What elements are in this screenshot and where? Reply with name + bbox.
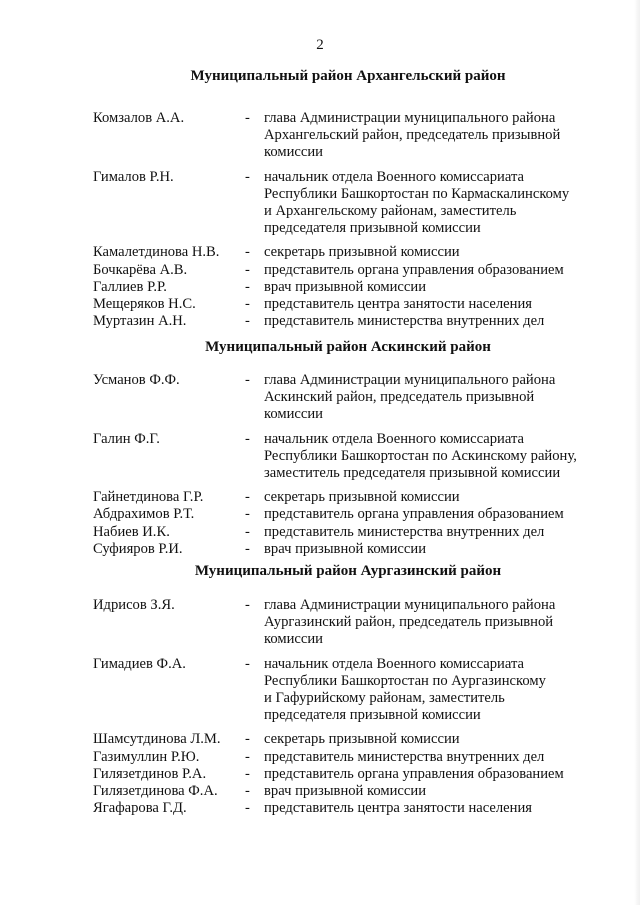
member-dash: - <box>245 523 250 540</box>
member-role-line: комиссии <box>264 144 323 161</box>
member-name: Мещеряков Н.С. <box>93 296 196 313</box>
row-spacer <box>93 162 613 169</box>
member-role-line: заместитель председателя призывной комиссии <box>264 465 561 482</box>
member-role <box>264 110 613 162</box>
member-dash: - <box>245 110 250 126</box>
member-row <box>93 783 613 800</box>
member-dash: - <box>245 765 250 782</box>
member-role-line: секретарь призывной комиссии <box>264 731 460 748</box>
member-row <box>93 169 613 238</box>
member-role-line: комиссии <box>264 631 323 648</box>
member-role-line: глава Администрации муниципального района <box>264 110 556 126</box>
member-row <box>93 489 613 506</box>
member-name: Гимадиев Ф.А. <box>93 655 186 672</box>
member-role <box>264 731 613 748</box>
member-role <box>264 656 613 725</box>
member-role-line: начальник отдела Военного комиссариата <box>264 168 524 185</box>
member-dash: - <box>245 296 250 313</box>
member-role-line: представитель центра занятости населения <box>264 800 532 817</box>
member-row <box>93 110 613 162</box>
member-dash: - <box>245 655 250 672</box>
member-dash: - <box>245 597 250 613</box>
member-role-line: секретарь призывной комиссии <box>264 244 460 261</box>
member-role <box>264 489 613 506</box>
member-dash: - <box>245 244 250 261</box>
member-role-line: глава Администрации муниципального района <box>264 597 556 613</box>
member-role-line: и Архангельскому районам, заместитель <box>264 203 517 220</box>
member-role-line: Республики Башкортостан по Аургазинскому <box>264 672 546 689</box>
member-row <box>93 800 613 817</box>
member-role-line: врач призывной комиссии <box>264 540 426 557</box>
member-role-line: председателя призывной комиссии <box>264 707 481 724</box>
member-dash: - <box>245 800 250 817</box>
member-name: Усманов Ф.Ф. <box>93 372 180 388</box>
member-row <box>93 524 613 541</box>
section-title-askinsky: Муниципальный район Аскинский район <box>205 339 491 355</box>
member-role <box>264 279 613 296</box>
page-edge-shadow <box>634 0 640 905</box>
member-name: Галлиев Р.Р. <box>93 278 167 295</box>
member-row <box>93 766 613 783</box>
member-role <box>264 506 613 523</box>
member-role-line: представитель министерства внутренних дел <box>264 748 545 765</box>
member-role-line: председателя призывной комиссии <box>264 220 481 237</box>
member-role <box>264 244 613 261</box>
row-spacer <box>93 424 613 431</box>
member-role-line: представитель органа управления образованием <box>264 261 564 278</box>
member-row <box>93 731 613 748</box>
member-name: Ягафарова Г.Д. <box>93 800 187 817</box>
member-name: Муртазин А.Н. <box>93 313 187 330</box>
member-dash: - <box>245 313 250 330</box>
member-role <box>264 783 613 800</box>
member-role-line: представитель органа управления образованием <box>264 765 564 782</box>
member-name: Гималов Р.Н. <box>93 168 174 185</box>
member-role-line: представитель центра занятости населения <box>264 296 532 313</box>
member-row <box>93 541 613 558</box>
member-row <box>93 656 613 725</box>
member-role <box>264 766 613 783</box>
member-row <box>93 597 613 649</box>
member-name: Гилязетдинова Ф.А. <box>93 783 218 800</box>
member-dash: - <box>245 783 250 800</box>
member-role-line: Архангельский район, председатель призывной <box>264 127 561 144</box>
member-name: Шамсутдинова Л.М. <box>93 731 221 748</box>
member-dash: - <box>245 540 250 557</box>
member-row <box>93 313 613 330</box>
member-role <box>264 541 613 558</box>
member-dash: - <box>245 489 250 506</box>
section-title-arkhangelsky: Муниципальный район Архангельский район <box>190 68 506 84</box>
member-row <box>93 749 613 766</box>
member-name: Набиев И.К. <box>93 523 170 540</box>
member-dash: - <box>245 168 250 185</box>
member-row <box>93 262 613 279</box>
member-dash: - <box>245 430 250 447</box>
member-role <box>264 296 613 313</box>
member-role-line: представитель органа управления образованием <box>264 506 564 523</box>
members-list-arkhangelsky <box>93 110 613 330</box>
members-list-aurgazinsky <box>93 597 613 817</box>
member-role-line: глава Администрации муниципального района <box>264 372 556 388</box>
member-role-line: секретарь призывной комиссии <box>264 489 460 506</box>
member-row <box>93 244 613 261</box>
section-title-aurgazinsky: Муниципальный район Аургазинский район <box>194 563 502 579</box>
member-dash: - <box>245 278 250 295</box>
member-dash: - <box>245 731 250 748</box>
member-role-line: комиссии <box>264 406 323 423</box>
members-list-askinsky <box>93 372 613 558</box>
member-role <box>264 169 613 238</box>
member-role <box>264 524 613 541</box>
member-role-line: Аскинский район, председатель призывной <box>264 389 535 406</box>
member-dash: - <box>245 506 250 523</box>
member-role-line: врач призывной комиссии <box>264 783 426 800</box>
member-name: Идрисов З.Я. <box>93 597 175 613</box>
member-role-line: врач призывной комиссии <box>264 278 426 295</box>
member-role <box>264 372 613 424</box>
member-role-line: Аургазинский район, председатель призывной <box>264 614 554 631</box>
member-name: Камалетдинова Н.В. <box>93 244 220 261</box>
row-spacer <box>93 649 613 656</box>
member-role <box>264 262 613 279</box>
member-name: Гилязетдинов Р.А. <box>93 765 207 782</box>
member-row <box>93 506 613 523</box>
member-row <box>93 279 613 296</box>
member-role <box>264 431 613 483</box>
member-name: Газимуллин Р.Ю. <box>93 748 200 765</box>
member-dash: - <box>245 372 250 388</box>
member-role <box>264 597 613 649</box>
member-role-line: представитель министерства внутренних дел <box>264 313 545 330</box>
row-spacer <box>93 237 613 244</box>
member-name: Бочкарёва А.В. <box>93 261 188 278</box>
member-row <box>93 372 613 424</box>
member-name: Комзалов А.А. <box>93 110 185 126</box>
member-role <box>264 800 613 817</box>
member-role-line: Республики Башкортостан по Кармаскалинскому <box>264 185 570 202</box>
member-row <box>93 431 613 483</box>
member-role <box>264 749 613 766</box>
member-name: Галин Ф.Г. <box>93 430 160 447</box>
member-role-line: и Гафурийскому районам, заместитель <box>264 690 505 707</box>
member-role <box>264 313 613 330</box>
member-dash: - <box>245 261 250 278</box>
member-name: Суфияров Р.И. <box>93 540 183 557</box>
member-name: Абдрахимов Р.Т. <box>93 506 195 523</box>
member-role-line: Республики Башкортостан по Аскинскому району, <box>264 447 577 464</box>
member-role-line: начальник отдела Военного комиссариата <box>264 430 524 447</box>
row-spacer <box>93 724 613 731</box>
member-role-line: начальник отдела Военного комиссариата <box>264 655 524 672</box>
member-dash: - <box>245 748 250 765</box>
member-role-line: представитель министерства внутренних дел <box>264 523 545 540</box>
row-spacer <box>93 482 613 489</box>
member-row <box>93 296 613 313</box>
page-number: 2 <box>316 37 324 53</box>
member-name: Гайнетдинова Г.Р. <box>93 489 204 506</box>
